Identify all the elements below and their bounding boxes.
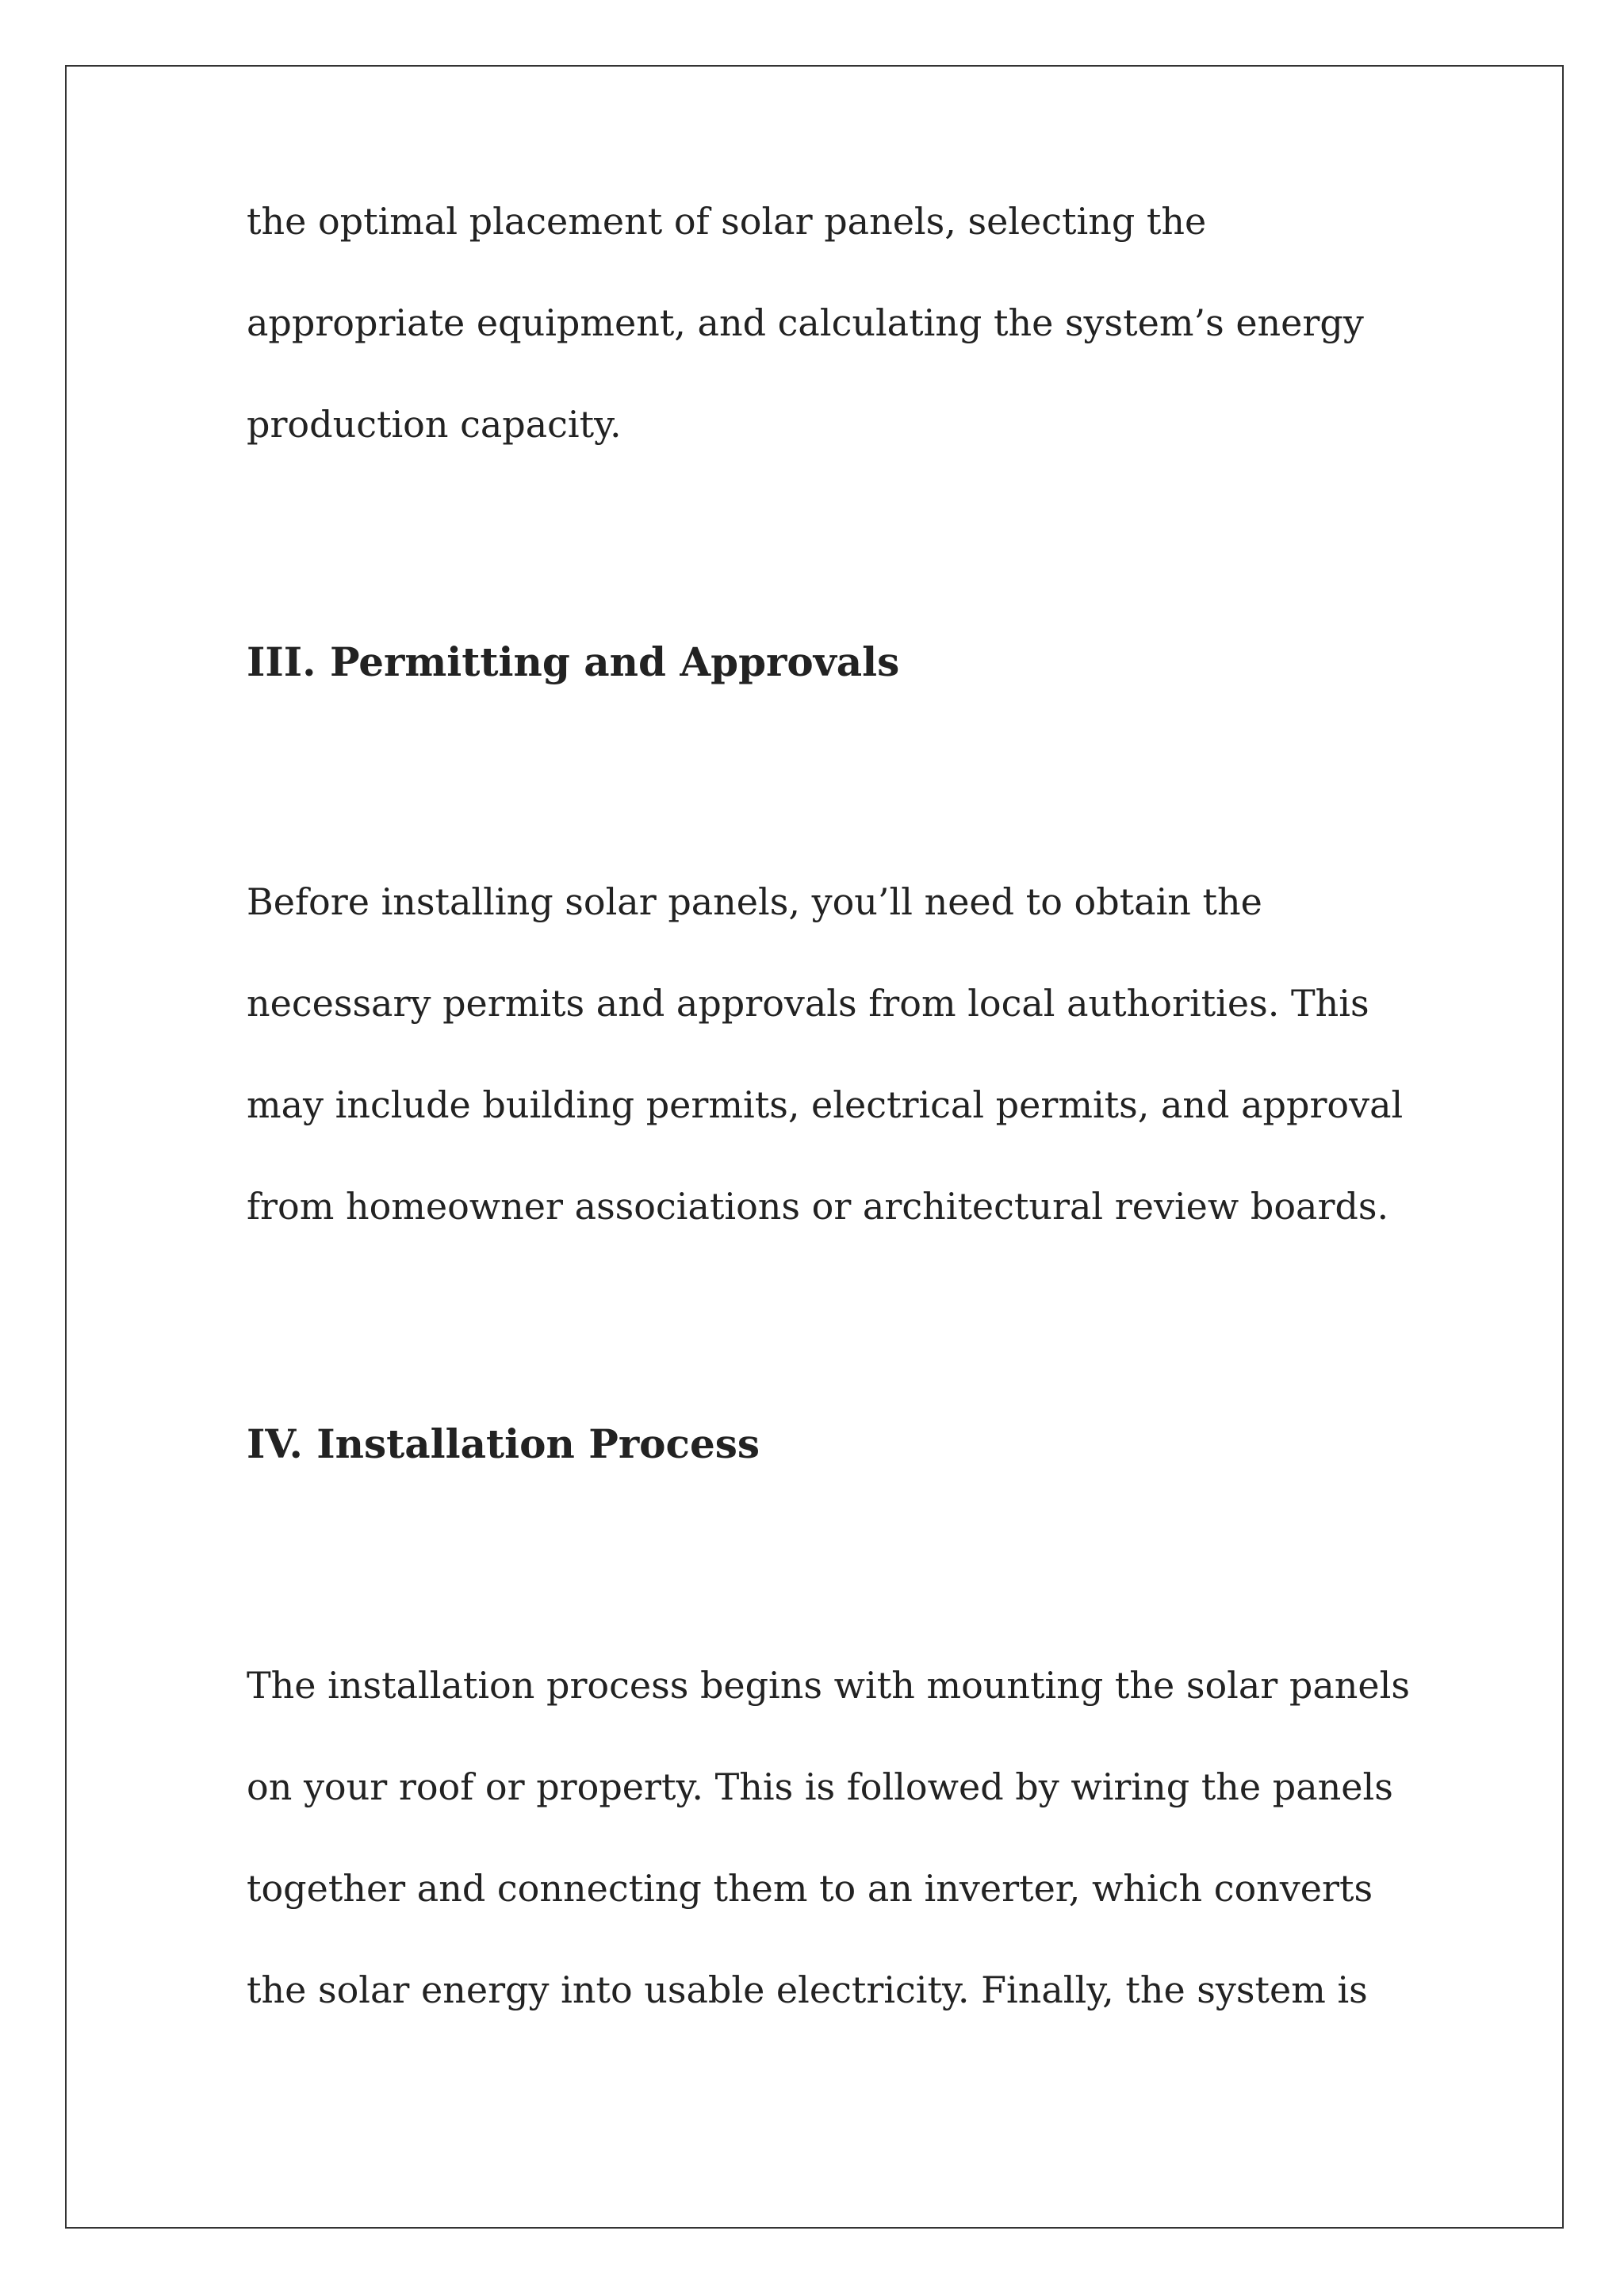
paragraph-line: together and connecting them to an inverter, which converts <box>247 1867 1373 1910</box>
paragraph-line: from homeowner associations or architectural review boards. <box>247 1185 1389 1228</box>
section-heading-installation: IV. Installation Process <box>247 1420 760 1467</box>
paragraph-line: production capacity. <box>247 403 622 446</box>
paragraph-line: the optimal placement of solar panels, selecting the <box>247 200 1207 243</box>
paragraph-line: may include building permits, electrical permits, and approval <box>247 1083 1404 1126</box>
paragraph-line: the solar energy into usable electricity. Finally, the system is <box>247 1968 1368 2011</box>
paragraph-line: The installation process begins with mounting the solar panels <box>247 1664 1410 1707</box>
paragraph-line: appropriate equipment, and calculating the system’s energy <box>247 301 1364 344</box>
section-heading-permitting: III. Permitting and Approvals <box>247 638 900 685</box>
paragraph-line: Before installing solar panels, you’ll need to obtain the <box>247 880 1262 923</box>
paragraph-line: on your roof or property. This is followed by wiring the panels <box>247 1765 1393 1808</box>
paragraph-line: necessary permits and approvals from local authorities. This <box>247 982 1369 1025</box>
